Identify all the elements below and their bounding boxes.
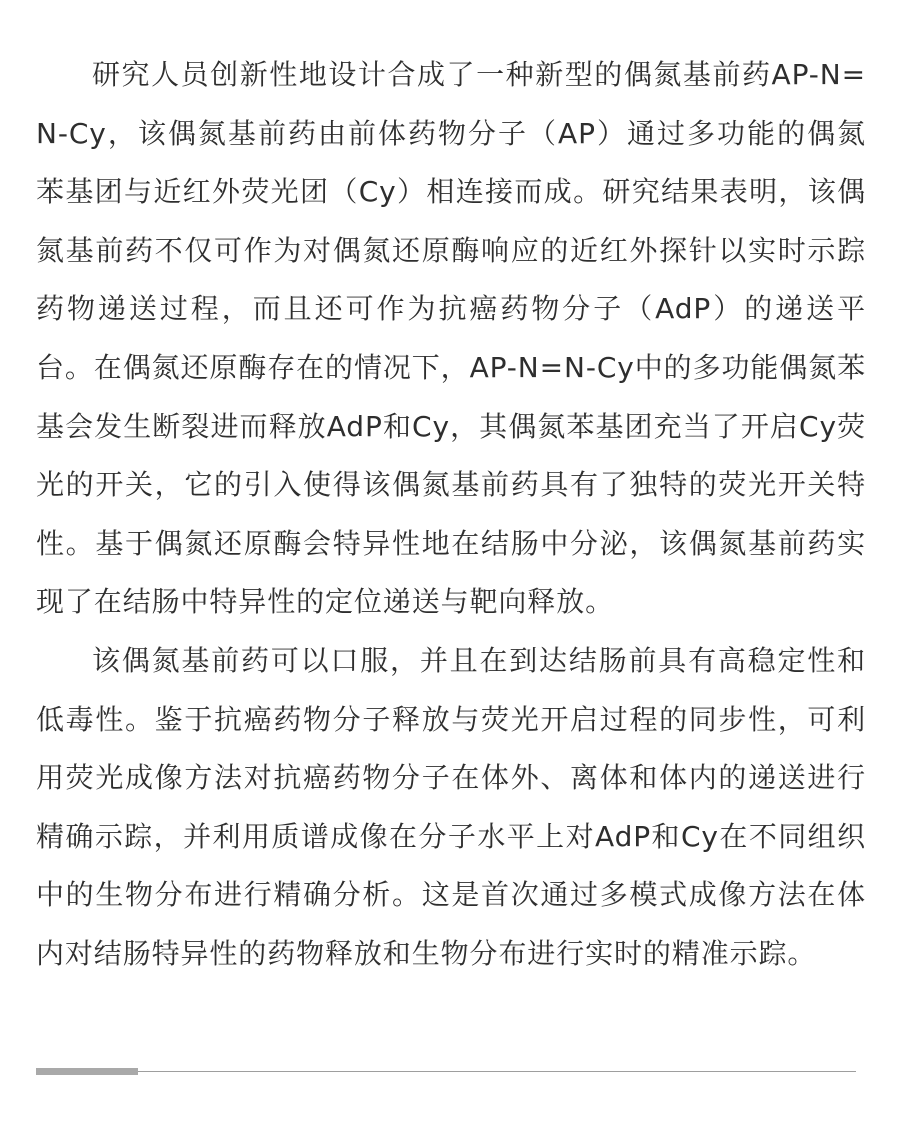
section-divider	[36, 1068, 856, 1076]
divider-line	[36, 1071, 856, 1072]
paragraph-2: 该偶氮基前药可以口服，并且在到达结肠前具有高稳定性和低毒性。鉴于抗癌药物分子释放与荧光开启过程的同步性，可利用荧光成像方法对抗癌药物分子在体外、离体和体内的递送进行精确示踪，并利用质谱成像在分子水平上对AdP和Cy在不同组织中的生物分布进行精确分析。这是首次通过多模式成像方法在体内对结肠特异性的药物释放和生物分布进行实时的精准示踪。	[36, 643, 866, 970]
paragraph-1: 研究人员创新性地设计合成了一种新型的偶氮基前药AP-N=N-Cy，该偶氮基前药由前体药物分子（AP）通过多功能的偶氮苯基团与近红外荧光团（Cy）相连接而成。研究结果表明，该偶氮基前药不仅可作为对偶氮还原酶响应的近红外探针以实时示踪药物递送过程，而且还可作为抗癌药物分子（AdP）的递送平台。在偶氮还原酶存在的情况下，AP-N=N-Cy中的多功能偶氮苯基会发生断裂进而释放AdP和Cy，其偶氮苯基团充当了开启Cy荧光的开关，它的引入使得该偶氮基前药具有了独特的荧光开关特性。基于偶氮还原酶会特异性地在结肠中分泌，该偶氮基前药实现了在结肠中特异性的定位递送与靶向释放。	[36, 58, 866, 619]
article-body	[36, 46, 866, 984]
divider-accent	[36, 1068, 138, 1075]
